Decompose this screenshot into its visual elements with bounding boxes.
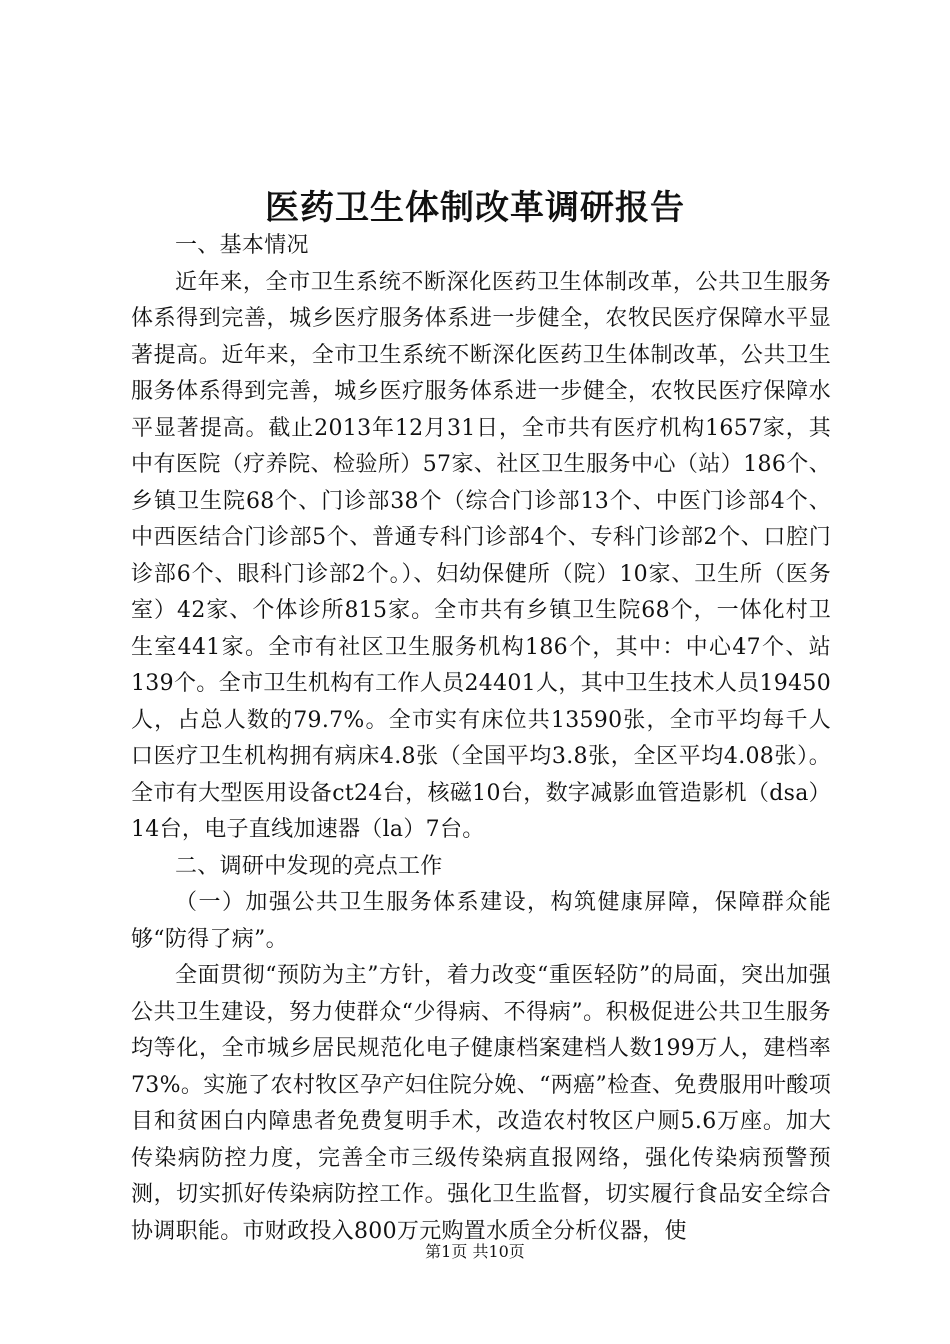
document-title: 医药卫生体制改革调研报告 [265,188,685,228]
body-paragraph: 近年来，全市卫生系统不断深化医药卫生体制改革，公共卫生服务体系得到完善，城乡医疗服务体系进一步健全，农牧民医疗保障水平显著提高。近年来，全市卫生系统不断深化医药卫生体制改革，公共卫生服务体系得到完善，城乡医疗服务体系进一步健全，农牧民医疗保障水平显著提高。截止2013年12月31日，全市共有医疗机构1657家，其中有医院（疗养院、检验所）57家、社区卫生服务中心（站）186个、乡镇卫生院68个、门诊部38个（综合门诊部13个、中医门诊部4个、中西医结合门诊部5个、普通专科门诊部4个、专科门诊部2个、口腔门诊部6个、眼科门诊部2个。）、妇幼保健所（院）10家、卫生所（医务室）42家、个体诊所815家。全市共有乡镇卫生院68个，一体化村卫生室441家。全市有社区卫生服务机构186个，其中：中心47个、站139个。全市卫生机构有工作人员24401人，其中卫生技术人员19450人，占总人数的79.7%。全市实有床位共13590张，全市平均每千人口医疗卫生机构拥有病床4.8张（全国平均3.8张，全区平均4.08张）。全市有大型医用设备ct24台，核磁10台，数字减影血管造影机（dsa）14台，电子直线加速器（la）7台。 [131,269,831,842]
document-body [131,228,831,1250]
section-heading-highlights: 二、调研中发现的亮点工作 [175,853,443,879]
page-footer: 第1页 共10页 [425,1242,525,1261]
subsection-heading: （一）加强公共卫生服务体系建设，构筑健康屏障，保障群众能够“防得了病”。 [131,890,831,952]
section-heading-basic-situation: 一、基本情况 [175,233,309,258]
body-paragraph: 全面贯彻“预防为主”方针，着力改变“重医轻防”的局面，突出加强公共卫生建设，努力使群众“少得病、不得病”。积极促进公共卫生服务均等化，全市城乡居民规范化电子健康档案建档人数199万人，建档率73%。实施了农村牧区孕产妇住院分娩、“两癌”检查、免费服用叶酸项目和贫困白内障患者免费复明手术，改造农村牧区户厕5.6万座。加大传染病防控力度，完善全市三级传染病直报网络，强化传染病预警预测，切实抓好传染病防控工作。强化卫生监督，切实履行食品安全综合协调职能。市财政投入800万元购置水质全分析仪器，使 [131,963,831,1244]
